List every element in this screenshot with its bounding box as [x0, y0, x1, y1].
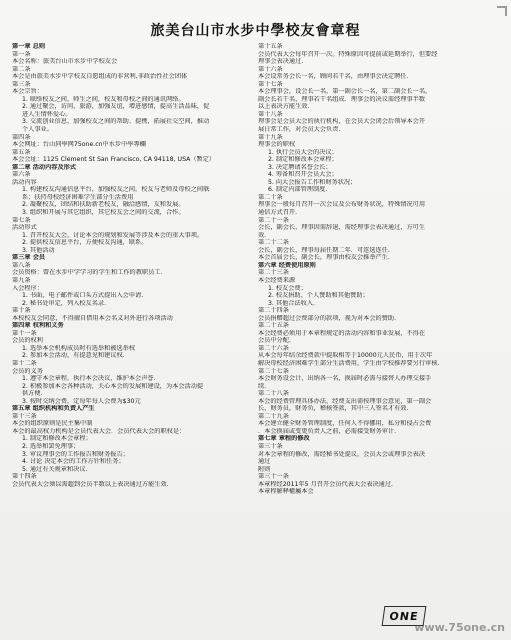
document-line: 1. 构建校友沟通信息平台，加强校友之间，校友与老师及母校之间联: [22, 186, 210, 194]
document-line: 本会建立健全财务管理制度，任何人不得挪用，私分和侵占会费: [258, 420, 432, 428]
chapter-heading: 第三章 会员: [12, 254, 46, 262]
document-line: 效.: [258, 231, 267, 239]
left-column: [12, 43, 252, 488]
document-line: 第十三条: [12, 412, 37, 420]
document-line: 本会网址：台山同學网75one.cn中水步中學專欄: [12, 141, 146, 149]
document-line: 2. 校友捐助、个人赞助和其他赞助；: [268, 292, 369, 300]
document-line: 1. 遵守本会章程，执行本会决议，维护本会声誉.: [22, 375, 156, 383]
document-line: 第四条: [12, 133, 31, 141]
document-line: 系；扶持母校经济困难学生部分生活费用: [22, 193, 134, 201]
document-line: 会员代表大会每年召开一次。特殊原因可提前或延期举行，但要经: [258, 50, 438, 58]
document-line: 第八条: [12, 261, 31, 269]
document-line: 6. 制定内部管理制度.: [268, 186, 328, 194]
document-line: 活动内容: [12, 178, 37, 186]
document-line: 本会经费必须用于本章程规定的活动内容和事业发展，不得在: [258, 329, 426, 337]
document-line: 3. 组织和开展与其它组织，其它校友会之间的交流，合作。: [22, 209, 185, 217]
document-line: 会员的义务: [12, 367, 43, 375]
document-line: 第十八条: [258, 110, 283, 118]
document-line: 本章程经2011年5 月召开会员代表大会表决通过.: [258, 480, 393, 488]
document-line: 第五条: [12, 148, 31, 156]
document-line: 2. 积极参加本会各种活动，关心本会的发展和建设，为本会活动提: [22, 382, 204, 390]
document-line: 通信方式召开.: [258, 209, 298, 217]
document-line: 3. 其他活动: [22, 246, 55, 254]
document-line: 第二十四条: [258, 307, 289, 315]
document-line: 第三十条: [258, 442, 283, 450]
document-line: 本章程解释權屬本会: [258, 488, 314, 496]
page-corner-mark: [497, 6, 507, 16]
document-line: 副会长若干名，理事若干名组成．理事会的决议需经理事半数: [258, 95, 426, 103]
document-line: 4. 筹备和召开会员大会；: [268, 171, 338, 179]
document-line: 2. 凝聚校友，团结和扶助新老校友，融洽感情，友和发展。: [22, 201, 185, 209]
chapter-heading: 第四章 权利和义务: [12, 322, 64, 330]
document-line: 本会会址：1125 Clement St San Francisco, CA 94118, USA（暫定）: [12, 156, 216, 164]
document-line: 理事会的职权: [258, 141, 296, 149]
document-line: 本会宗旨：: [12, 88, 43, 96]
document-line: 2. 提供校友信息平台，方便校友沟通，联系。: [22, 239, 148, 247]
document-line: 个人事业。: [22, 126, 53, 134]
document-line: 3. 审议理事会的工作报告和财务报告；: [22, 450, 129, 458]
document-line: 本会首届会长，副会长，理事由校友会推举产生.: [258, 254, 390, 262]
document-line: 供方便.: [22, 390, 43, 398]
document-line: 通过: [258, 458, 271, 466]
document-line: 第十一条: [12, 329, 37, 337]
document-line: 2. 通过聚会，访问，旅游，加强友谊，增进感情，提高生活品味，促: [22, 103, 210, 111]
document-line: 第一条: [12, 50, 31, 58]
chapter-heading: 第一章 总则: [12, 43, 46, 50]
document-line: 本会是由旅美水步中学校友自愿组成的非营利,非政治性社会团体: [12, 73, 188, 81]
document-line: 理事会一般每月召开一次会议及公布财务状况，特殊情况可用: [258, 201, 426, 209]
document-line: 会员中分配.: [258, 337, 291, 345]
document-line: 第十五条: [258, 43, 283, 50]
document-line: 第三条: [12, 80, 31, 88]
document-line: 第二十一条: [258, 216, 289, 224]
document-line: 1. 执行会员大会的决议；: [268, 148, 338, 156]
document-line: 续.: [258, 382, 267, 390]
document-line: 2. 制定和修改本会章程；: [268, 156, 338, 164]
document-line: 会员的权利: [12, 337, 43, 345]
document-line: 2. 秘书处审定，列入校友名录.: [22, 299, 107, 307]
document-line: 4. 讨论 决定本会的工作方针和任务；: [22, 458, 125, 466]
document-line: 1. 制定和修改本会章程；: [22, 435, 92, 443]
document-line: 第七条: [12, 216, 31, 224]
document-title: 旅美台山市水步中學校友會章程: [150, 23, 361, 39]
document-line: 第十二条: [12, 359, 37, 367]
site-watermark: www.75one.cn: [414, 621, 505, 634]
document-line: 入会程序：: [12, 284, 43, 292]
document-line: 第二十条: [258, 193, 283, 201]
document-line: 解决母校经济困难学生部分生活费用，学生由学校推荐要另行审核.: [258, 359, 440, 367]
document-line: 第二十三条: [258, 269, 289, 277]
document-line: 3. 决定聘请名誉会长；: [268, 163, 332, 171]
chapter-heading: 第五章 组织机构和负责人产生: [12, 405, 95, 413]
document-line: 本会财务设会计、出纳各一名，换届时必需与接替人办理交接手: [258, 375, 432, 383]
logo-text: ONE: [388, 609, 420, 623]
document-line: 第二十五条: [258, 322, 289, 330]
document-line: 第二十八条: [258, 390, 289, 398]
document-line: 本会的组织原则是民主集中制: [12, 420, 93, 428]
chapter-heading: 第六章 经费使用原则: [258, 261, 316, 269]
document-line: 第二十二条: [258, 239, 289, 247]
document-line: 本会设常务会长一名，顾问若干名，由理事会决定聘任.: [258, 73, 409, 81]
document-line: 本会的经费管理具体办法，经费支出需按理事会意见，第一副会: [258, 397, 432, 405]
chapter-heading: 第七章 章程的修改: [258, 435, 310, 443]
document-line: 会长，副会长，理事每届任期二年．可连选连任.: [258, 246, 390, 254]
document-line: 第二十七条: [258, 367, 289, 375]
document-line: 1. 校友会费；: [268, 284, 307, 292]
document-line: 第六条: [12, 171, 31, 179]
document-line: 第三十一条: [258, 473, 289, 481]
document-line: 长，财务员，财务负，稽核签款，其中三人签名才有效.: [258, 405, 409, 413]
document-line: 3. 其他合法收入.: [268, 299, 315, 307]
document-line: 2. 选举和罢免理事；: [22, 442, 80, 450]
document-line: 以上表决方能生效.: [258, 103, 310, 111]
document-line: 对本会章程的修改，需经秘书处提议，会员大会或理事会表决: [258, 450, 426, 458]
document-line: 会员资格：曾在水步中学学习的学生和工作的教职员工.: [12, 269, 163, 277]
document-line: 展日常工作，对会员大会负责.: [258, 126, 341, 134]
document-line: 会长，副会长，理事因需辞退，需经理事会表决通过，方可生: [258, 224, 426, 232]
document-line: 第九条: [12, 276, 31, 284]
document-line: 附则: [258, 465, 271, 473]
document-line: 第十四条: [12, 473, 37, 481]
document-line: 本会的最高权力机构是会员代表大会．会员代表大会的职权是：: [12, 427, 186, 435]
document-line: 第十六条: [258, 65, 283, 73]
document-line: 会员代表大会须以需超到会员半数以上表决通过方能生效.: [12, 480, 169, 488]
document-line: 1. 选举本会机构成员时有选举和被选举权: [22, 344, 136, 352]
right-column: [258, 43, 504, 496]
document-line: 本会理事会，设会长一名，第一副会长一名，第二副会长一名，: [258, 88, 432, 96]
document-line: 2. 参加本会活动，有提意见和建议权.: [22, 352, 125, 360]
document-line: 第二十九条: [258, 412, 289, 420]
document-line: 从本会每年结余经费款中提取相等于10000元人民币，用于次年: [258, 352, 433, 360]
document-line: 本会名称：旅美台山市水步中学校友会: [12, 58, 118, 66]
document-line: 会员捐赠超过会费部分的款项，视为对本会的赞助.: [258, 314, 397, 322]
document-line: 理事会表决通过.: [258, 58, 304, 66]
document-line: 1. 联络校友之间，师生之间，校友和母校之间的通讯网络。: [22, 95, 185, 103]
document-line: 进人生情怀爱心。: [22, 110, 72, 118]
document-line: 第二十六条: [258, 344, 289, 352]
chapter-heading: 第二章 活动内容及形式: [12, 163, 77, 171]
document-line: 本会经费来源: [258, 276, 296, 284]
document-line: 3. 按时交纳会费，定每年每人会费为$30元: [22, 397, 141, 405]
document-line: 5. 通过有关规章和决议.: [22, 465, 88, 473]
document-line: 1. 书面、电子邮件或口头方式提出入会申请.: [22, 292, 144, 300]
document-line: 第十条: [12, 307, 31, 315]
document-line: 5. 向大会报告工作和财务状况；: [268, 178, 357, 186]
document-line: ．本会换届或变更负责人之前，必需接受财务审计.: [258, 427, 397, 435]
document-line: 第十九条: [258, 133, 283, 141]
document-line: 理事会是会员大会的执行机构，在会员大会闭会后领导本会开: [258, 118, 426, 126]
document-line: 第二条: [12, 65, 31, 73]
document-line: 活动形式: [12, 224, 37, 232]
document-line: 第十七条: [258, 80, 283, 88]
document-line: 3. 交流创业信息，加强校友之间的帮助、提携，拓展社交空间，推动: [22, 118, 210, 126]
document-line: 1. 召开校友大会，讨论本会的规划和发展等涉及本会的重大事项。: [22, 231, 204, 239]
document-line: 本校校友会同意，不得擅自借用本会名义对外进行各项活动: [12, 314, 173, 322]
